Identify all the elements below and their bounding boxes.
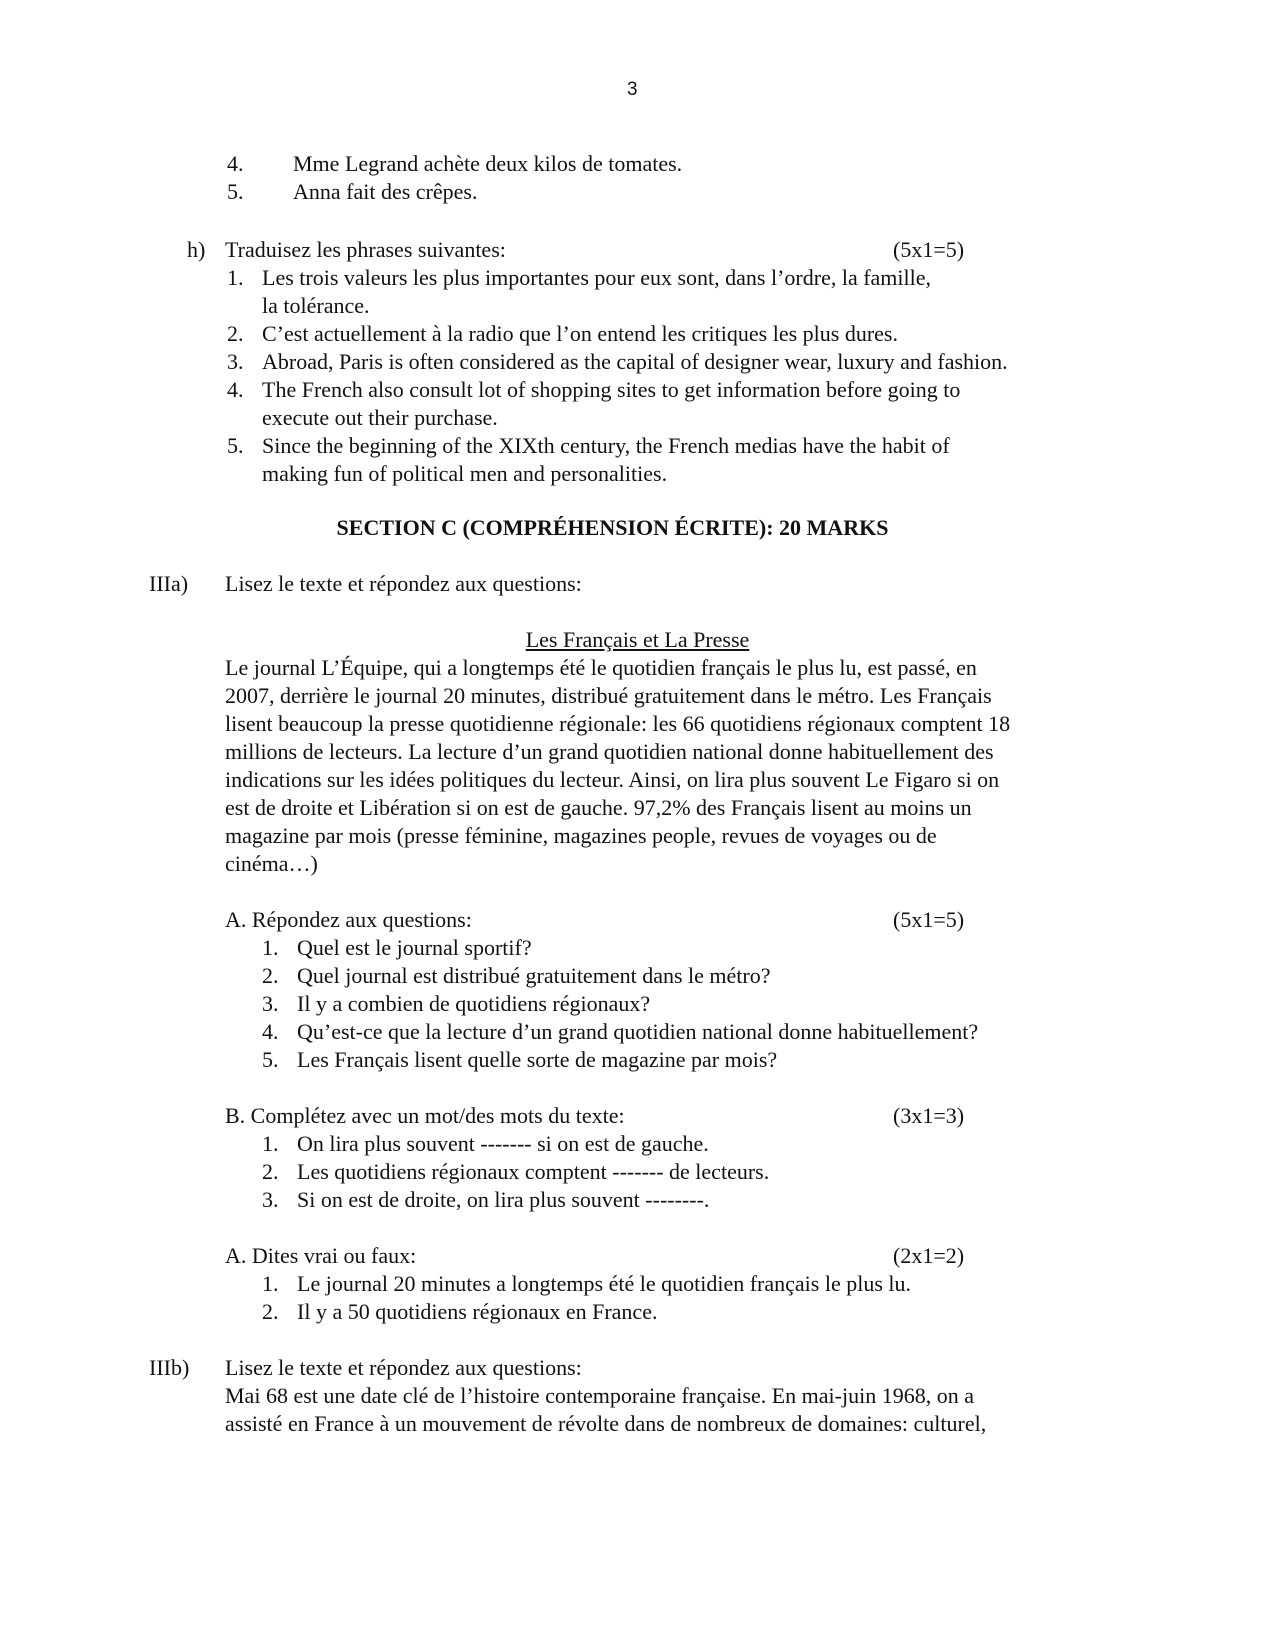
marks-allocation: (3x1=3) — [893, 1103, 965, 1128]
passage-line: 2007, derrière le journal 20 minutes, distribué gratuitement dans le métro. Les Français — [225, 683, 992, 708]
passage-line: assisté en France à un mouvement de révolte dans de nombreux de domaines: culturel, — [225, 1411, 987, 1436]
section-heading: SECTION C (COMPRÉHENSION ÉCRITE): 20 MARKS — [336, 515, 889, 540]
item-text: Il y a combien de quotidiens régionaux? — [297, 991, 651, 1016]
question-instruction: Lisez le texte et répondez aux questions: — [225, 571, 582, 596]
item-text: execute out their purchase. — [262, 405, 498, 430]
marks-allocation: (5x1=5) — [893, 907, 965, 932]
item-number: 1. — [262, 935, 279, 960]
item-number: 2. — [262, 1299, 279, 1324]
list-item-text: Anna fait des crêpes. — [293, 179, 478, 204]
item-number: 5. — [227, 433, 244, 458]
passage-line: indications sur les idées politiques du lecteur. Ainsi, on lira plus souvent Le Figaro si on — [225, 767, 1000, 792]
item-text: Quel journal est distribué gratuitement dans le métro? — [297, 963, 771, 988]
text-title: Les Français et La Presse — [525, 627, 750, 652]
item-number: 4. — [262, 1019, 279, 1044]
item-number: 3. — [262, 991, 279, 1016]
item-number: 2. — [262, 1159, 279, 1184]
subquestion-title: B. Complétez avec un mot/des mots du texte: — [225, 1103, 625, 1128]
item-number: 2. — [262, 963, 279, 988]
item-text: On lira plus souvent ------- si on est de gauche. — [297, 1131, 709, 1156]
item-text: Le journal 20 minutes a longtemps été le quotidien français le plus lu. — [297, 1271, 912, 1296]
list-item-number: 4. — [227, 151, 244, 176]
item-text: Les quotidiens régionaux comptent ------- de lecteurs. — [297, 1159, 770, 1184]
item-text: The French also consult lot of shopping sites to get information before going to — [262, 377, 961, 402]
passage-line: magazine par mois (presse féminine, magazines people, revues de voyages ou de — [225, 823, 937, 848]
page-number: 3 — [627, 79, 638, 100]
question-label: h) — [187, 237, 206, 262]
item-text: Les trois valeurs les plus importantes pour eux sont, dans l’ordre, la famille, — [262, 265, 932, 290]
passage-line: lisent beaucoup la presse quotidienne régionale: les 66 quotidiens régionaux comptent 18 — [225, 711, 1011, 736]
item-text: C’est actuellement à la radio que l’on entend les critiques les plus dures. — [262, 321, 898, 346]
item-number: 1. — [262, 1131, 279, 1156]
item-text: Les Français lisent quelle sorte de magazine par mois? — [297, 1047, 778, 1072]
item-text: Il y a 50 quotidiens régionaux en France. — [297, 1299, 658, 1324]
item-text: Since the beginning of the XIXth century, the French medias have the habit of — [262, 433, 950, 458]
passage-line: millions de lecteurs. La lecture d’un grand quotidien national donne habituellement des — [225, 739, 994, 764]
item-number: 2. — [227, 321, 244, 346]
item-text: la tolérance. — [262, 293, 370, 318]
list-item-text: Mme Legrand achète deux kilos de tomates. — [293, 151, 683, 176]
question-instruction: Lisez le texte et répondez aux questions: — [225, 1355, 582, 1380]
item-number: 1. — [262, 1271, 279, 1296]
passage-line: Mai 68 est une date clé de l’histoire contemporaine française. En mai-juin 1968, on a — [225, 1383, 974, 1408]
list-item-number: 5. — [227, 179, 244, 204]
subquestion-title: A. Répondez aux questions: — [225, 907, 472, 932]
item-number: 3. — [262, 1187, 279, 1212]
item-number: 5. — [262, 1047, 279, 1072]
question-label: IIIa) — [149, 571, 189, 596]
item-text: Abroad, Paris is often considered as the capital of designer wear, luxury and fashion. — [262, 349, 1008, 374]
item-text: Quel est le journal sportif? — [297, 935, 532, 960]
item-number: 3. — [227, 349, 244, 374]
marks-allocation: (5x1=5) — [893, 237, 965, 262]
item-number: 4. — [227, 377, 244, 402]
item-text: Si on est de droite, on lira plus souvent --------. — [297, 1187, 710, 1212]
item-number: 1. — [227, 265, 244, 290]
question-title: Traduisez les phrases suivantes: — [225, 237, 506, 262]
passage-line: cinéma…) — [225, 851, 318, 876]
marks-allocation: (2x1=2) — [893, 1243, 965, 1268]
passage-line: Le journal L’Équipe, qui a longtemps été le quotidien français le plus lu, est passé, en — [225, 655, 977, 680]
question-label: IIIb) — [149, 1355, 190, 1380]
subquestion-title: A. Dites vrai ou faux: — [225, 1243, 417, 1268]
item-text: making fun of political men and personalities. — [262, 461, 668, 486]
item-text: Qu’est-ce que la lecture d’un grand quotidien national donne habituellement? — [297, 1019, 979, 1044]
passage-line: est de droite et Libération si on est de gauche. 97,2% des Français lisent au moins un — [225, 795, 972, 820]
